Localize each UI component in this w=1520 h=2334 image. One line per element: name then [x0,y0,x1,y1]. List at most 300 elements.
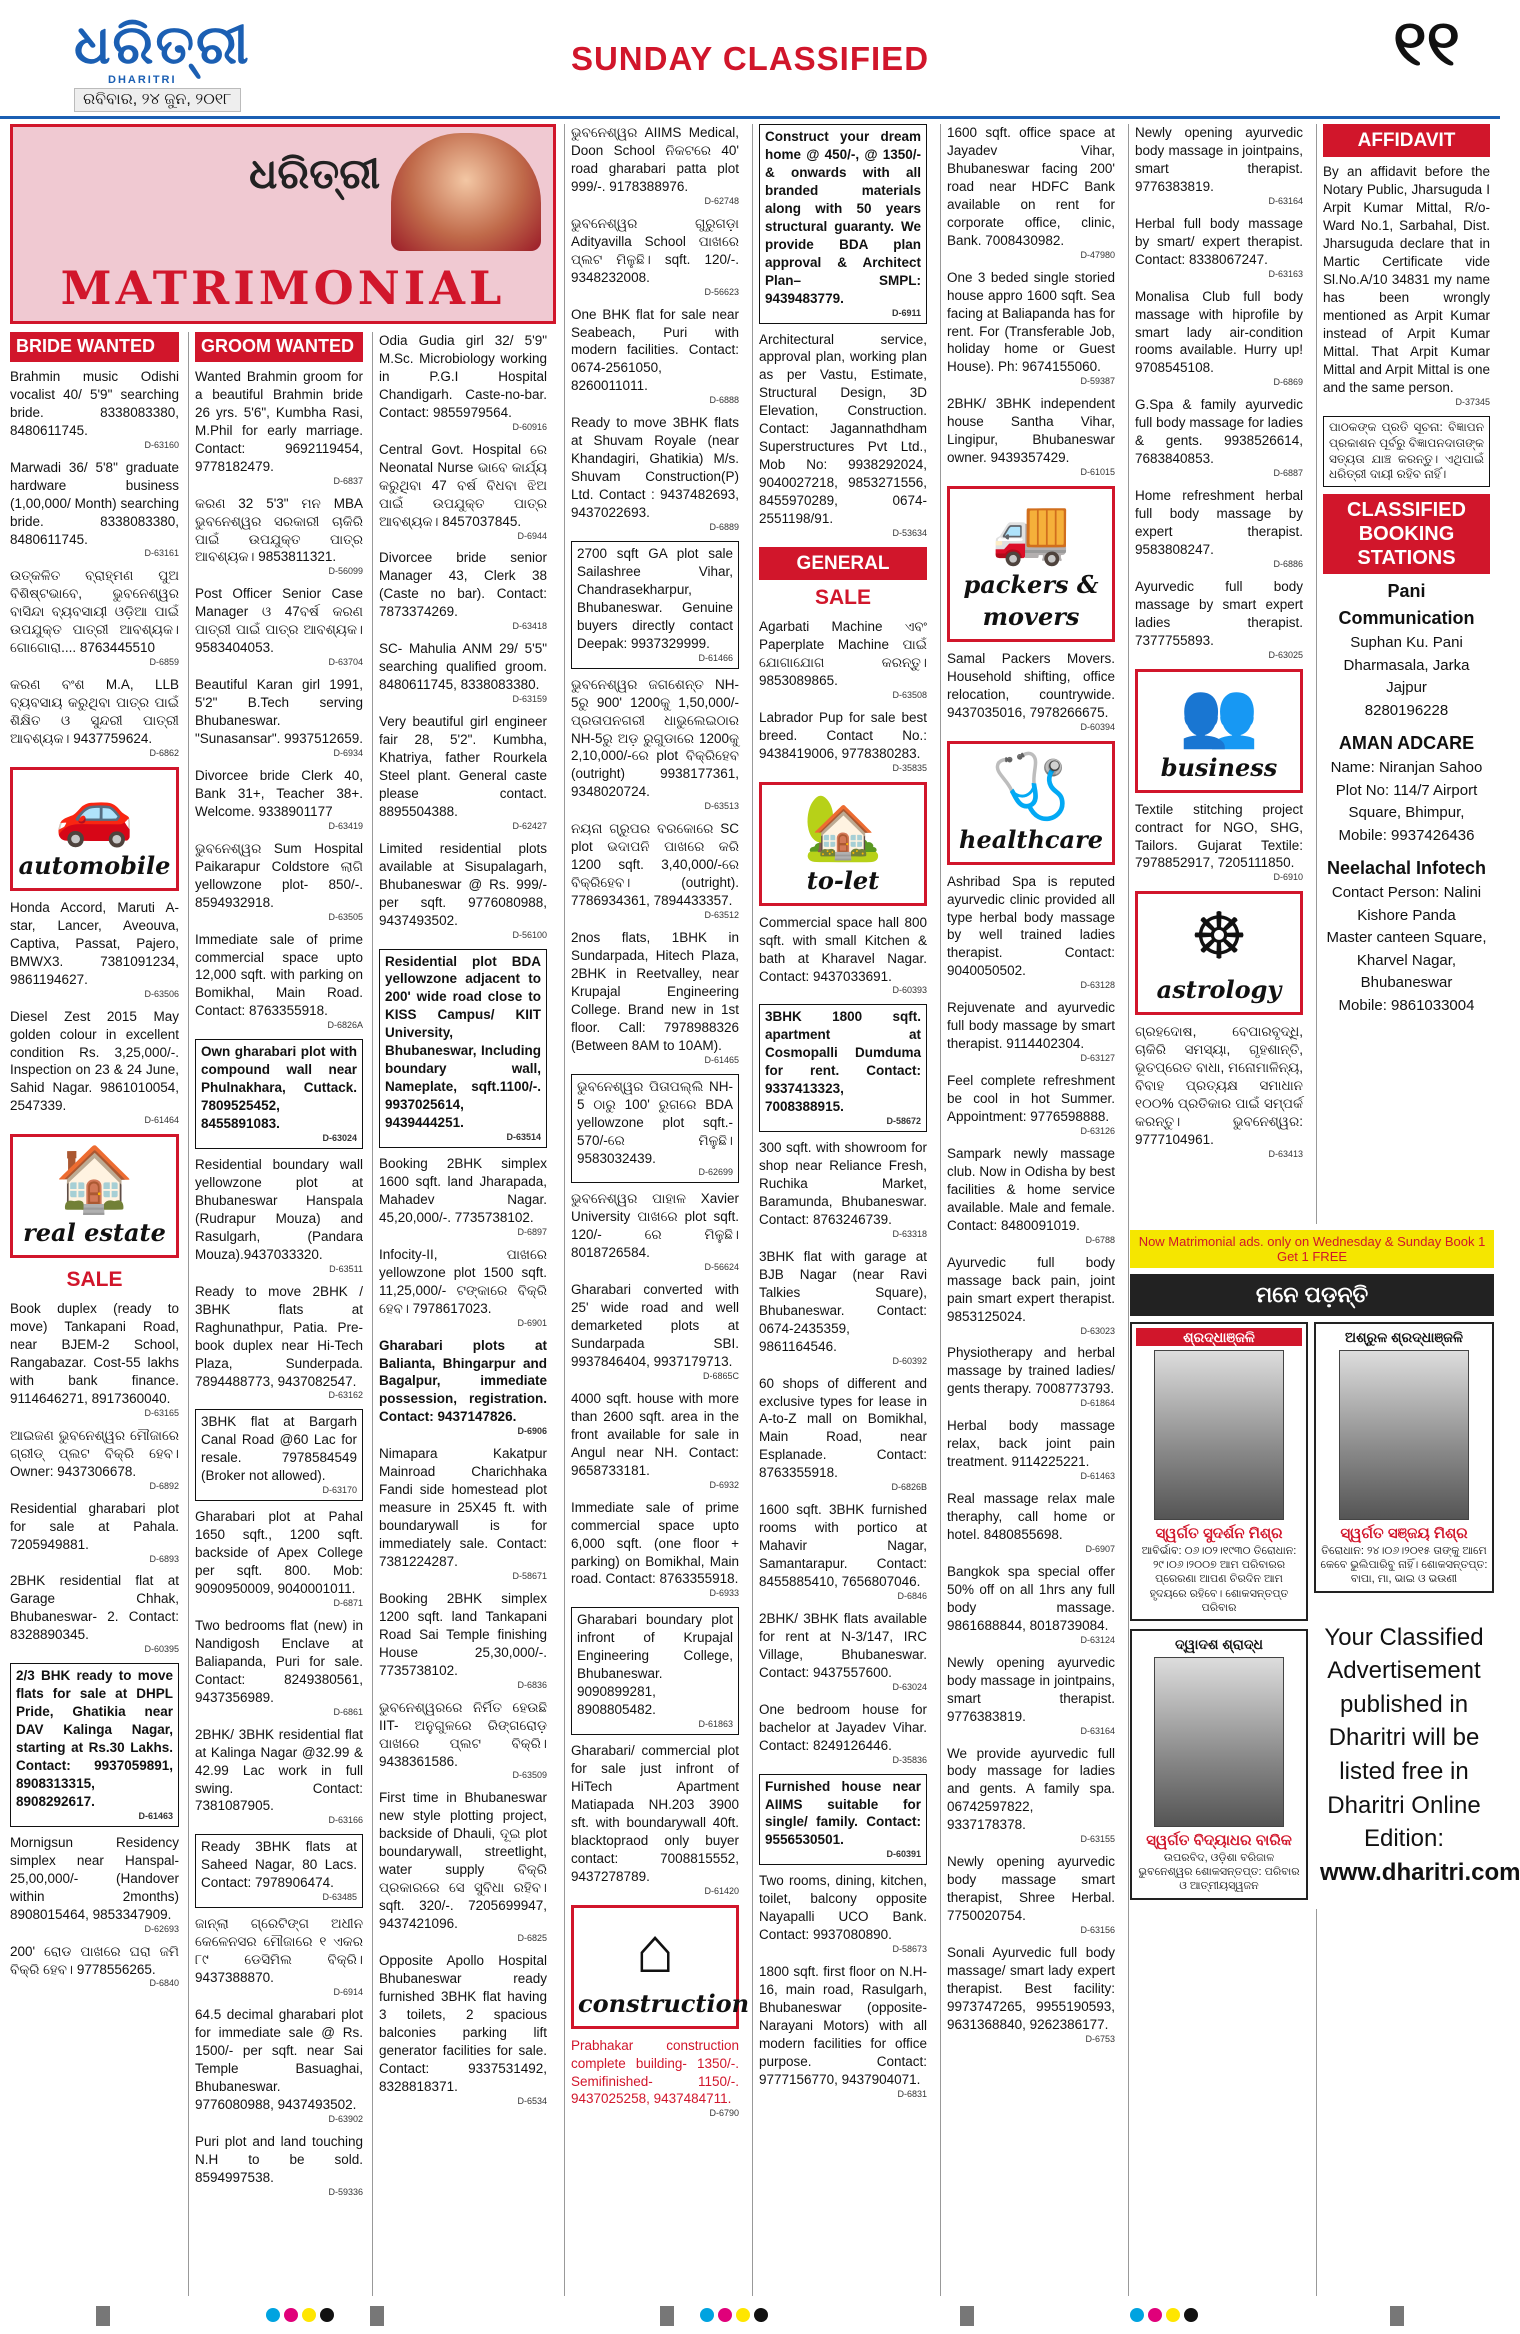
ad-text: Residential plot BDA yellowzone adjacent to 200' wide road close to KISS Campus/ KIIT University, Bhubaneswar, Including boundary wall, Nameplate, sqft.1100/-. 9937025614, 9439444251. [385,953,541,1131]
ad-text: 2BHK/ 3BHK flats available for rent at N-3/147, IRC Village, Bhubaneswar. Contact: 9437557600. [759,1610,927,1680]
classified-ad [195,585,363,669]
ad-code: D-63165 [144,1407,179,1418]
business-label: business [1160,752,1278,782]
house-outline-icon: ⌂ [635,1913,675,1986]
classified-ad [379,1445,547,1583]
ad-code: D-63164 [1268,195,1303,206]
classified-ad [571,820,739,922]
ad-text: Own gharabari plot with compound wall near Phulnakhara, Cuttack. 7809525452, 8455891083. [201,1044,357,1132]
ad-code: D-63418 [512,621,547,632]
ad-code: D-58672 [886,1116,921,1127]
obituary-notice [1130,1322,1308,1621]
classified-ad [10,567,179,669]
ad-code: D-6901 [517,1317,547,1328]
ad-code: D-6897 [517,1226,547,1237]
ad-code: D-63025 [1268,649,1303,660]
ad-code: D-6836 [517,1679,547,1690]
ad-text: କରଣ 32 5'3" ମନ MBA ଭୁବନେଶ୍ୱର ସରକାରୀ ଚାକିରି ପାଇଁ ଉପଯୁକ୍ତ ପାତ୍ର ଆବଶ୍ୟକ। 9853811321. [195,495,363,565]
ad-code: D-35835 [892,762,927,773]
ad-code: D-6934 [333,748,363,758]
ad-text: G.Spa & family ayurvedic full body massage for ladies & gents. 9938526614, 7683840853. [1135,397,1303,467]
ad-text: We provide ayurvedic full body massage for ladies and gents. A family spa. 06742597822, 9337178378. [947,1745,1115,1833]
ad-text: Two bedrooms flat (new) in Nandigosh Enclave at Baliapanda, Puri for sale. Contact: 8249380561, 9437356989. [195,1617,363,1705]
station-phone: 8280196228 [1364,701,1449,719]
online-edition-notice [1314,1601,1520,1910]
black-dot [754,2308,768,2322]
ad-text: One BHK flat for sale near Seabeach, Puri with modern facilities. Contact: 0674-2561050, 8260011011. [571,306,739,394]
classified-ad [379,1789,547,1945]
classified-ad [10,1500,179,1566]
station-name: Pani Communication [1338,581,1475,629]
column-1 [4,332,185,2296]
ad-code: D-6861 [333,1706,363,1717]
car-icon: 🚗 [54,775,135,848]
ad-text: 2BHK residential flat at Garage Chhak, Bhubaneswar- 2. Contact: 8328890345. [10,1573,179,1643]
automobile-section [10,767,179,891]
ad-text: First time in Bhubaneswar new style plotting project, backside of Dhauli, ଦୂଇ plot boundarywall, streetlight, water supply ବିକ୍ରି ପ୍ରକାରରେ ସେ ସୁବିଧା ରହିବ। sqft. 320/-. 7205699947, 9437421096. [379,1790,547,1932]
classified-ad [10,899,179,1001]
classified-ad [759,1004,927,1132]
cyan-dot [266,2308,280,2322]
classified-ad [571,1390,739,1492]
grey-bar [370,2306,384,2326]
dateline: ରବିବାର, ୨୪ ଜୁନ, ୨୦୧୮ [74,88,241,112]
classified-ad [571,1607,739,1735]
classified-ad [379,840,547,942]
ad-text: Ayurvedic full body massage back pain, joint pain smart expert therapist. 9853125024. [947,1254,1115,1324]
real-estate-section [10,1134,179,1258]
classified-ad [195,1726,363,1828]
classified-ad [10,1572,179,1656]
ad-text: Honda Accord, Maruti A-star, Lancer, Aveouva, Captiva, Passat, Pajero, BMWX3. 7381091234, 9861194627. [10,899,179,987]
ad-text: Samal Packers Movers. Household shifting, office relocation, countrywide. 9437035016, 7978266675. [947,650,1115,720]
yellow-dot [1166,2308,1180,2322]
classified-ad [947,1254,1115,1338]
obituary-text: ତିରୋଧାନ: ୨୪।୦୬।୨୦୧୫ ତାଙ୍କୁ ଆମେ କେବେ ଭୁଲିପାରିବୁ ନାହିଁ। ଶୋକସନ୍ତପ୍ତ: ବାପା, ମା, ଭାଇ ଓ ଭଉଣୀ [1320,1544,1488,1586]
deceased-name: ସ୍ୱର୍ଗତ ବିଦ୍ୟାଧର ବାରିକ [1146,1832,1292,1850]
classified-ad [759,1872,927,1956]
column-7 [1128,124,1309,2296]
station-contact: Contact Person: Nalini Kishore Panda [1331,884,1482,924]
ad-text: ଗ୍ରହଦୋଷ, ବେପାରବୃଦ୍ଧି, ଚାକିରି ସମସ୍ୟା, ଗୃହଶାନ୍ତି, ଭୂତପ୍ରେତ ବାଧା, ମନୋମାଳିନ୍ୟ, ବିବାହ ପ୍ରତ୍ୟକ୍ଷ ସମାଧାନ ୧୦୦% ପ୍ରତିକାର ପାଇଁ ସମ୍ପର୍କ କରନ୍ତୁ। ଭୁବନେଶ୍ୱର: 9777104961. [1135,1024,1303,1147]
classified-ad [759,124,927,324]
ad-code: D-63902 [328,2113,363,2124]
ad-text: Sampark newly massage club. Now in Odisha by best facilities & home service available. Male and female. Contact: 8480091019. [947,1145,1115,1233]
ad-text: 1600 sqft. 3BHK furnished rooms with portico at Mahavir Nagar, Samantarapur. Contact: 8455885410, 7656807046. [759,1502,927,1590]
classified-ad [195,676,363,760]
ad-code: D-6846 [897,1591,927,1601]
ad-text: Very beautiful girl engineer fair 28, 5'2". Kumbha, Khatriya, father Rourkela Steel plant. General caste please contact. 8895504388. [379,714,547,819]
reader-notice: ପାଠକଙ୍କ ପ୍ରତି ସୂଚନା: ବିଜ୍ଞାପନ ପ୍ରକାଶନ ପୂର୍ବରୁ ବିଜ୍ଞାପନଦାତାଙ୍କ ସତ୍ୟତା ଯାଞ୍ଚ କରନ୍ତୁ। ଏଥିପାଇଁ ଧରିତ୍ରୀ ଦାୟୀ ରହିବ ନାହିଁ। [1323,416,1490,488]
ad-code: D-63513 [704,801,739,812]
construction-section [571,1905,750,2029]
ad-code: D-63704 [328,657,363,668]
ad-text: Commercial space hall 800 sqft. with small Kitchen & bath at Kharavel Nagar. Contact: 9437033691. [759,914,927,984]
classified-ad [379,549,547,633]
station-phone: Mobile: 9861033004 [1338,996,1475,1014]
booking-station [1323,574,1490,726]
ad-text: One bedroom house for bachelor at Jayadev Vihar. Contact: 8249126446. [759,1701,927,1753]
ad-text: 200' ରୋଡ ପାଖରେ ଘରା ଜମି ବିକ୍ରି ହେବ। 9778556265. [10,1943,179,1977]
ad-code: D-6886 [1273,558,1303,569]
ad-code: D-6534 [517,2095,547,2106]
ad-text: Gharabari plots at Balianta, Bhingarpur and Bagalpur, immediate possession, registration. Contact: 9437147826. [379,1337,547,1425]
ad-code: D-6892 [149,1480,179,1491]
classified-ad [195,1915,363,1999]
classified-ad [571,1074,739,1184]
ad-code: D-6865C [702,1370,739,1381]
ad-code: D-63512 [704,910,739,921]
classified-ad [379,332,547,434]
ad-code: D-60391 [886,1849,921,1860]
ad-text: Home refreshment herbal full body massage by expert therapist. 9583808247. [1135,488,1303,557]
station-phone: Mobile: 9937426436 [1338,826,1475,844]
portrait-photo [1154,1350,1284,1520]
cyan-dot [700,2308,714,2322]
classified-ad [571,1190,739,1274]
truck-icon: 🚚 [991,495,1071,568]
classified-ad [571,1742,739,1898]
healthcare-label: healthcare [959,824,1103,854]
classified-ad [571,541,739,669]
classified-ad [195,1617,363,1719]
classified-ad [571,676,739,814]
ad-text: Brahmin music Odishi vocalist 40/ 5'9" searching bride. 8338083380, 8480611745. [10,368,179,438]
classified-ad [759,1139,927,1241]
classified-ad [1135,487,1303,571]
ad-text: ନୟନା ଗ୍ରୁପର ବରକୋରେ SC plot ଭଦାପନି ପାଖରେ କରି 1200 sqft. 3,40,000/-ରେ ବିକ୍ରିହେବ। (outright). 7786934361, 7894433357. [571,821,739,909]
business-people-icon: 👥 [1179,677,1259,750]
page-number: ୧୧ [1393,6,1460,81]
classified-ad [195,368,363,488]
classified-ad [571,2037,739,2121]
ad-text: 2BHK/ 3BHK independent house Santha Vihar, Lingipur, Bhubaneswar owner. 9439357429. [947,396,1115,466]
magenta-dot [718,2308,732,2322]
station-address: Master canteen Square, Kharvel Nagar, Bhubaneswar [1326,929,1487,992]
ad-code: D-6944 [517,530,547,541]
ad-text: Ready to move 3BHK flats at Shuvam Royale (near Khandagiri, Ghatikia) M/s. Shuvam Construction(P) Ltd. Contact : 9437482693, 9437022693. [571,415,739,521]
ad-text: ଭୁବନେଶ୍ୱର Sum Hospital Paikarapur Coldstore ଲାଗି yellowzone plot- 850/-. 8594932918. [195,840,363,910]
ad-code: D-6869 [1273,377,1303,388]
classified-ad [947,1853,1115,1937]
ad-code: D-60394 [1080,721,1115,732]
ad-text: Wanted Brahmin groom for a beautiful Brahmin bride 26 yrs. 5'6", Kumbha Rasi, M.Phil for early marriage. Contact: 9692119454, 9778182479. [195,368,363,474]
classified-ad [759,618,927,702]
ad-text: Labrador Pup for sale best breed. Contact No.: 9438419006, 9778380283. [759,709,927,761]
classified-ad [1135,578,1303,662]
ad-code: D-59336 [328,2186,363,2197]
to-let-sign-icon: 🏡 [803,790,883,863]
ad-code: D-63413 [1268,1148,1303,1159]
ad-code: D-63128 [1080,980,1115,991]
classified-ad [759,1701,927,1767]
ad-text: 2nos flats, 1BHK in Sundarpada, Hitech Plaza, 2BHK in Reetvalley, near Krupajal Engineering College. Brand new in 1st floor. Call: 7978988326 (Between 8AM to 10AM). [571,930,739,1053]
classified-ad [195,1156,363,1276]
ad-code: D-61464 [144,1115,179,1126]
ad-text: Prabhakar construction complete building- 1350/-. Semifinished- 1150/-. 9437025258, 9437484711. [571,2037,739,2107]
header-rule [0,116,1500,119]
yellow-dot [302,2308,316,2322]
ad-code: D-60916 [512,421,547,432]
classified-ad [10,459,179,561]
ad-code: D-58671 [512,1570,547,1581]
ad-code: D-63155 [1080,1834,1115,1845]
classified-ad [759,1501,927,1603]
ad-text: Newly opening ayurvedic body massage in jointpains, smart therapist. 9776383819. [1135,125,1303,194]
ad-code: D-63164 [1080,1725,1115,1736]
ad-text: Agarbati Machine ଏବଂ Paperplate Machine ପାଇଁ ଯୋଗାଯୋଗ କରନ୍ତୁ। 9853089865. [759,619,927,688]
deceased-name: ସ୍ୱର୍ଗତ ସଞ୍ଜୟ ମିଶ୍ର [1340,1525,1468,1543]
classified-ad [195,840,363,924]
ad-code: D-63156 [1080,1925,1115,1936]
print-registration-marks [0,2302,1500,2334]
station-address: Dharmasala, Jarka Jajpur [1343,656,1470,697]
ad-code: D-63318 [892,1228,927,1239]
classified-ad [10,1943,179,1991]
general-sale-heading: SALE [814,586,871,610]
classified-ad [571,215,739,299]
classified-ad [947,1417,1115,1483]
deceased-name: ସ୍ୱର୍ଗତ ସୁଦର୍ଶନ ମିଶ୍ର [1155,1525,1283,1543]
online-edition-text: Your Classified Advertisement published in Dharitri will be listed free in Dharitri Online Edition: [1324,1623,1484,1853]
ad-text: 1600 sqft. office space at Jayadev Vihar, Bhubaneswar facing 200' road near HDFC Bank available on rent for corporate office, clinic, Bank. 7008430982. [947,125,1115,248]
cyan-dot [1130,2308,1144,2322]
classified-ad [195,767,363,833]
ad-text: Herbal body massage relax, back joint pain treatment. 9114225221. [947,1418,1115,1470]
classified-ad [947,124,1115,262]
ad-text: Textile stitching project contract for NGO, SHG, Tailors. Gujarat Textile: 7978852917, 7205111850. [1135,801,1303,871]
ad-text: Newly opening ayurvedic body massage in jointpains, smart therapist. 9776383819. [947,1654,1115,1724]
classified-ad [195,495,363,579]
ad-code: D-6933 [709,1588,739,1599]
ad-text: Gharabari converted with 25' wide road and well demarketed plots at Sundarpada SBI. 9937846404, 9937179713. [571,1282,739,1370]
classified-ad [195,1508,363,1610]
ad-code: D-63163 [1268,268,1303,279]
masthead [0,0,1500,118]
classified-columns [4,124,1520,2296]
classified-ad [759,709,927,775]
classified-ad [947,1490,1115,1556]
column-2 [188,332,369,2296]
ad-code: D-60392 [892,1355,927,1366]
real-estate-label: real estate [23,1218,166,1248]
ad-text: Newly opening ayurvedic body massage smart therapist, Shree Herbal. 7750020754. [947,1854,1115,1924]
classified-ad [947,269,1115,389]
logo-subtitle: DHARITRI [108,74,177,86]
ad-text: 300 sqft. with showroom for shop near Reliance Fresh, Ruchika Market, Baramunda, Bhubaneswar. Contact: 8763246739. [759,1140,927,1227]
ad-code: D-6788 [1085,1234,1115,1245]
grey-bar [96,2306,110,2326]
classified-ad [571,1281,739,1383]
ad-text: Herbal full body massage by smart/ expert therapist. Contact: 8338067247. [1135,215,1303,267]
ad-code: D-6790 [709,2108,739,2119]
classified-ad [379,1246,547,1330]
bride-image [391,133,541,251]
classified-ad [379,713,547,833]
ad-text: Ready 3BHK flats at Saheed Nagar, 80 Lacs. Contact: 7978906474. [201,1839,357,1891]
classified-ad [947,650,1115,734]
booking-station [1323,851,1490,1021]
ad-text: Diesel Zest 2015 May golden colour in excellent condition Rs. 3,25,000/-. Inspection on 23 & 24 June, Sahid Nagar. 9861010054, 2547339. [10,1008,179,1114]
ad-text: Furnished house near AIIMS suitable for single/ family. Contact: 9556530501. [765,1778,921,1848]
classified-ad [379,640,547,706]
ad-text: ଜାନ୍ଲା ଗ୍ରେଟିଙ୍ଗ ଅଧୀନ କେଳେନସର ମୌଜାରେ ୧ ଏକର ୮୯ ଡେସିମିଲ ବିକ୍ରି। 9437388870. [195,1916,363,1986]
ad-code: D-6837 [333,475,363,486]
ad-text: Architectural service, approval plan, working plan as per Vastu, Estimate, Structural Design, 3D Elevation, Construction. Contact: Jagannathdham Superstructures Pvt Ltd., Mob No: 9938292024, 9040027218, 9853271556, 8455970289, 0674-2551198/91. [759,331,927,527]
classified-ad [1135,124,1303,208]
classified-ad [947,1745,1115,1847]
ad-code: D-58673 [892,1944,927,1955]
classified-ad [1135,801,1303,885]
station-name: AMAN ADCARE [1338,733,1475,754]
ad-code: D-63023 [1080,1325,1115,1336]
classified-ad [759,1774,927,1866]
classified-ad [195,931,363,1033]
obituary-title: ଦ୍ୱାଦଶ ଶ୍ରାଦ୍ଧ [1175,1636,1263,1653]
ad-code: D-61463 [1080,1471,1115,1482]
ad-text: 3BHK flat with garage at BJB Nagar (near Ravi Talkies Square), Bhubaneswar. Contact: 0674-2435359, 9861164546. [759,1248,927,1354]
ad-code: D-63162 [328,1390,363,1401]
ad-text: Ayurvedic full body massage by smart expert ladies therapist. 7377755893. [1135,578,1303,648]
ad-text: Ready to move 2BHK / 3BHK flats at Raghunathpur, Patia. Pre-book duplex near Hi-Tech Plaza, Sunderpada. 7894488773, 9437082547. [195,1283,363,1389]
classified-ad [759,1375,927,1495]
classified-ad [195,1283,363,1403]
classified-ad [195,1039,363,1149]
ad-code: D-6911 [891,307,921,318]
classified-ad [1135,288,1303,390]
obituary-title: ଶ୍ରଦ୍ଧାଞ୍ଜଳି [1136,1328,1302,1346]
booking-stations-heading: CLASSIFIED BOOKING STATIONS [1323,494,1490,574]
obituary-notice [1314,1322,1494,1593]
ad-code: D-63511 [329,1263,363,1274]
ad-code: D-61466 [698,652,733,663]
ad-text: 64.5 decimal gharabari plot for immediate sale @ Rs. 1500/- per sqft. near Sai Temple Basuaghai, Bhubaneswar. 9776080988, 9437493502. [195,2007,363,2112]
ad-text: Puri plot and land touching N.H to be sold. 8594997538. [195,2133,363,2185]
ad-text: Immediate sale of prime commercial space upto 6,000 sqft. (one floor + parking) on Bomikhal, Main road. Contact: 8763355918. [571,1499,739,1587]
ad-code: D-60395 [144,1644,179,1655]
matrimonial-promo: Now Matrimonial ads. only on Wednesday & Sunday Book 1 Get 1 FREE [1130,1230,1494,1268]
ad-code: D-6910 [1273,872,1303,883]
ad-code: D-53634 [892,527,927,538]
ad-code: D-56099 [328,566,363,577]
ad-text: Booking 2BHK simplex 1200 sqft. land Tankapani Road Sai Temple finishing House 25,30,000/-. 7735738102. [379,1590,547,1678]
ad-code: D-47980 [1080,249,1115,260]
obituary-text: ଉପରବିଦ, ଓଡ଼ିଶା ବରିଜାଳ ଭୁବନେଶ୍ୱର ଶୋକସନ୍ତପ୍ତ: ପରିବାର ଓ ଆତ୍ମୀୟସ୍ୱଜନ [1138,1851,1300,1893]
automobile-label: automobile [18,850,171,880]
classified-ad [10,368,179,452]
construction-label: construction [578,1988,750,2018]
classified-ad [947,873,1115,993]
ad-code: D-60393 [892,985,927,996]
ad-code: D-61465 [704,1054,739,1065]
ad-text: Central Govt. Hospital ରେ Neonatal Nurse ଭାବେ କାର୍ଯ୍ୟ କରୁଥିବା 47 ବର୍ଷ ବିଧବା ଝିଅ ପାଇଁ ଉପଯୁକ୍ତ ପାତ୍ର ଆବଶ୍ୟକ। 8457037845. [379,441,547,529]
ad-code: D-6906 [517,1426,547,1437]
ad-code: D-61863 [698,1719,733,1730]
ad-code: D-63127 [1080,1053,1115,1064]
lower-right-block [1130,1224,1520,1909]
ad-text: Post Officer Senior Case Manager ଓ 47ବର୍ଷ କରଣ ପାତ୍ରୀ ପାଇଁ ପାତ୍ର ଆବଶ୍ୟକ। 9583404053. [195,586,363,656]
classified-ad [10,1427,179,1493]
station-name: Neelachal Infotech [1326,858,1487,879]
dharitri-url: www.dharitri.com [1320,1858,1520,1886]
to-let-label: to-let [806,865,880,895]
ad-code: D-63170 [322,1485,357,1496]
banner-logo: ଧରିତ୍ରୀ [249,149,381,198]
packers-movers-label: packers & movers [963,570,1099,632]
general-heading: GENERAL [759,547,927,580]
classified-ad [195,1834,363,1908]
ad-text: Ashribad Spa is reputed ayurvedic clinic provided all type herbal body massage by well trained ladies therapist. Contact: 9040050502. [947,873,1115,979]
ad-text: Book duplex (ready to move) Tankapani Road, near BJEM-2 School, Rangabazar. Cost-55 lakhs with bank finance. 9114646271, 8917360040. [10,1301,179,1406]
ad-text: Residential gharabari plot for sale at Pahala. 7205949881. [10,1500,179,1552]
classified-ad [759,1610,927,1694]
column-4 [564,124,750,2296]
affidavit-notice [1323,163,1490,408]
ad-code: D-6907 [1085,1543,1115,1554]
classified-ad [10,1663,179,1827]
ad-text: Immediate sale of prime commercial space upto 12,000 sqft. with parking on Bomikhal, Main Road. Contact: 8763355918. [195,931,363,1019]
grey-bar [660,2306,674,2326]
ad-code: D-6893 [149,1553,179,1564]
ad-text: ଆଇଜଣ ଭୁବନେଶ୍ୱର ମୌଜାରେ ଗ୍ରୀଡ୍ ପ୍ଲଟ ବିକ୍ରି ହେବ। Owner: 9437306678. [10,1427,179,1479]
ad-text: Real massage relax male theraphy, call home or hotel. 8480855698. [947,1491,1115,1543]
ad-code: D-56100 [512,929,547,940]
column-3 [372,332,553,2296]
classified-ad [759,331,927,540]
magenta-dot [284,2308,298,2322]
ad-text: 2700 sqft GA plot sale Sailashree Vihar, Chandrasekharpur, Bhubaneswar. Genuine buyers directly contact Deepak: 9937329999. [577,545,733,651]
grey-bar [960,2306,974,2326]
ad-text: ଭୁବନେଶ୍ୱର ପାହାଳ Xavier University ପାଖରେ plot sqft. 120/- ରେ ମିଳୁଛି। 8018726584. [571,1191,739,1261]
ad-code: D-61420 [704,1885,739,1896]
ad-code: D-35836 [892,1754,927,1765]
classified-ad [947,395,1115,479]
ad-text: ଭୁବନେଶ୍ୱର AIIMS Medical, Doon School ନିକଟରେ 40' road gharabari patta plot 999/-. 9178388976. [571,125,739,194]
ad-text: Mornigsun Residency simplex near Hanspal- 25,00,000/- (Handover within 2months) 8908015464, 9853347909. [10,1834,179,1922]
ad-code: D-63161 [144,548,179,559]
ad-code: D-6888 [709,395,739,406]
black-dot [320,2308,334,2322]
ad-text: Marwadi 36/ 5'8" graduate hardware business (1,00,000/ Month) searching bride. 8338083380, 8480611745. [10,459,179,547]
ad-code: D-6887 [1273,468,1303,479]
ad-code: D-63506 [144,988,179,999]
classified-ad [10,1008,179,1128]
classified-ad [379,1590,547,1692]
ad-text: SC- Mahulia ANM 29/ 5'5" searching qualified groom. 8480611745, 8338083380. [379,641,547,693]
ad-code: D-6862 [149,748,179,758]
magenta-dot [1148,2308,1162,2322]
ad-code: D-62693 [144,1923,179,1934]
ad-code: D-6859 [149,657,179,668]
ad-text: Odia Gudia girl 32/ 5'9" M.Sc. Microbiology working in P.G.I Hospital Chandigarh. Caste-no-bar. Contact: 9855979564. [379,333,547,420]
station-address: Plot No: 114/7 Airport Square, Bhimpur, [1335,781,1478,822]
ad-text: Two rooms, dining, kitchen, toilet, balcony opposite Nayapalli UCO Bank. Contact: 9937080890. [759,1873,927,1943]
house-icon: 🏠 [54,1143,135,1216]
classified-ad [1135,396,1303,480]
ad-text: ଭୁବନେଶ୍ୱର ଗୁରୁଗଡ଼ା Adityavilla School ପାଖରେ ପ୍ଲଟ ମିଳୁଛି। sqft. 120/-. 9348232008. [571,215,739,285]
ad-text: Sonali Ayurvedic full body massage/ smart lady expert therapist. Best facility: 9973747265, 9955190593, 9631368840, 9262386177. [947,1945,1115,2032]
ad-text: Rejuvenate and ayurvedic full body massage by smart therapist. 9114402304. [947,1000,1115,1052]
ad-code: D-62699 [698,1167,733,1178]
astrology-section [1135,891,1303,1015]
zodiac-wheel-icon: ☸ [1190,900,1248,973]
ad-text: Gharabari plot at Pahal 1650 sqft., 1200 sqft. backside of Apex College per sqft. 800. Mob: 9090950009, 9040001011. [195,1509,363,1597]
booking-station [1323,726,1490,851]
classified-ad [379,1337,547,1439]
affidavit-heading: AFFIDAVIT [1323,124,1490,157]
ad-text: Limited residential plots available at Sisupalagarh, Bhubaneswar @ Rs. 999/- per sqft. 9776080988, 9437493502. [379,840,547,928]
classified-ad [379,949,547,1149]
